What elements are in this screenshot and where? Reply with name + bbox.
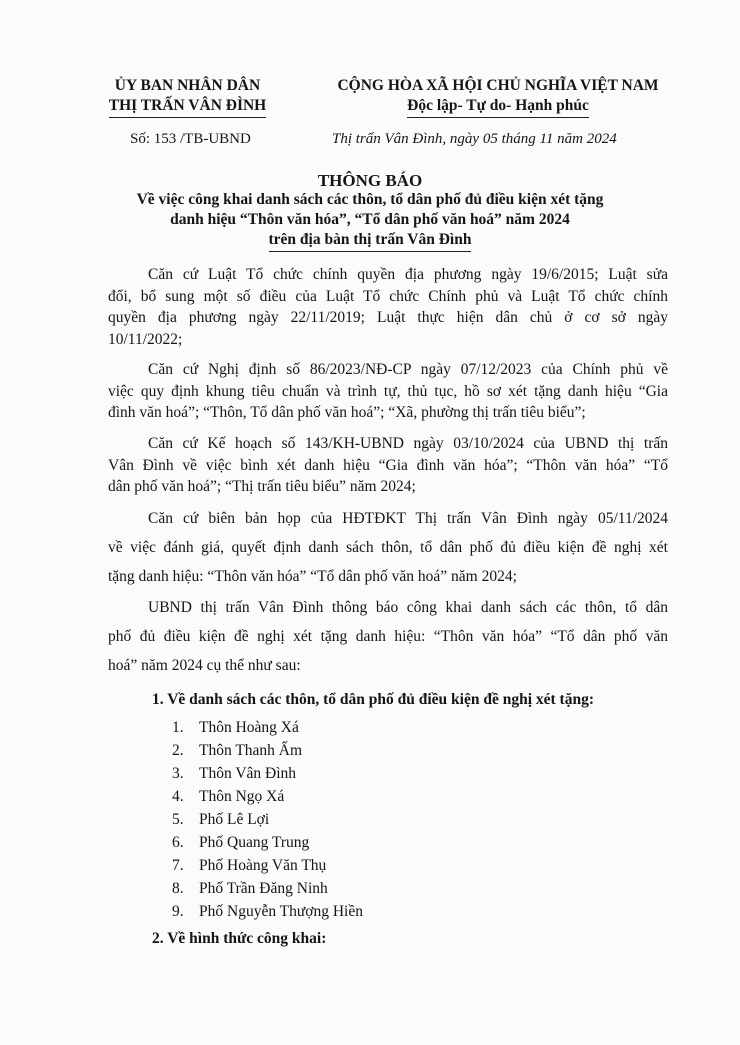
paragraph-line: hoá” năm 2024 cụ thể như sau:: [108, 657, 301, 674]
paragraph-line: 10/11/2022;: [108, 330, 183, 348]
list-item: 4. Thôn Ngọ Xá: [172, 788, 285, 805]
paragraph-legal-basis-3: [108, 433, 668, 498]
list-item: 7. Phố Hoàng Văn Thụ: [172, 857, 327, 874]
motto-line: Độc lập- Tự do- Hạnh phúc: [407, 96, 589, 118]
subtitle-line-3: trên địa bàn thị trấn Vân Đình: [269, 230, 472, 252]
paragraph-line: quyền địa phương ngày 22/11/2019; Luật thực hiện dân chủ ở cơ sở ngày: [108, 309, 668, 326]
list-item: 9. Phố Nguyễn Thượng Hiền: [172, 903, 363, 920]
list-item: 3. Thôn Vân Đình: [172, 765, 297, 782]
nation-name: CỘNG HÒA XÃ HỘI CHỦ NGHĨA VIỆT NAM: [337, 77, 659, 94]
paragraph-legal-basis-2: [108, 359, 668, 424]
paragraph-line: việc quy định khung tiêu chuẩn và trình tự, thủ tục, hồ sơ xét tặng danh hiệu “Gia: [108, 382, 668, 400]
document-title: THÔNG BÁO: [317, 171, 423, 190]
list-item: 5. Phố Lê Lợi: [172, 811, 270, 828]
paragraph-line: đổi, bổ sung một số điều của Luật Tổ chức Chính phủ và Luật Tổ chức chính: [108, 287, 668, 305]
authority-line-2: THỊ TRẤN VÂN ĐÌNH: [109, 96, 266, 118]
list-item: 8. Phố Trần Đăng Ninh: [172, 880, 328, 897]
paragraph-line: Căn cứ biên bản họp của HĐTĐKT Thị trấn Vân Đình ngày 05/11/2024: [148, 510, 668, 527]
list-item: 6. Phố Quang Trung: [172, 834, 310, 851]
paragraph-line: Vân Đình về việc bình xét danh hiệu “Gia đình văn hóa”; “Thôn văn hóa” “Tổ: [108, 456, 668, 474]
issuing-authority: [80, 76, 295, 118]
paragraph-line: về việc đánh giá, quyết định danh sách thôn, tổ dân phố đủ điều kiện đề nghị xét: [108, 539, 668, 556]
document-subtitle: [60, 190, 680, 252]
paragraph-line: UBND thị trấn Vân Đình thông báo công khai danh sách các thôn, tổ dân: [148, 599, 668, 616]
national-motto: [308, 76, 688, 118]
paragraph-line: đình văn hoá”; “Thôn, Tổ dân phố văn hoá”; “Xã, phường thị trấn tiêu biểu”;: [108, 404, 586, 421]
place-date: Thị trấn Vân Đình, ngày 05 tháng 11 năm 2024: [332, 131, 617, 147]
paragraph-line: dân phố văn hoá”; “Thị trấn tiêu biểu” năm 2024;: [108, 478, 416, 495]
section-1-heading: 1. Về danh sách các thôn, tổ dân phố đủ điều kiện đề nghị xét tặng:: [152, 691, 594, 708]
paragraph-line: Căn cứ Luật Tổ chức chính quyền địa phương ngày 19/6/2015; Luật sửa: [148, 266, 668, 283]
section-2-heading: 2. Về hình thức công khai:: [152, 930, 327, 947]
paragraph-legal-basis-1: [108, 264, 668, 350]
subtitle-line-1: Về việc công khai danh sách các thôn, tổ dân phố đủ điều kiện xét tặng: [136, 191, 604, 208]
qualified-villages-list: [172, 716, 363, 923]
document-number: Số: 153 /TB-UBND: [130, 131, 251, 147]
paragraph-line: Căn cứ Kế hoạch số 143/KH-UBND ngày 03/10/2024 của UBND thị trấn: [148, 435, 668, 452]
paragraph-line: phố đủ điều kiện đề nghị xét tặng danh hiệu: “Thôn văn hóa” “Tổ dân phố văn: [108, 628, 668, 645]
subtitle-line-2: danh hiệu “Thôn văn hóa”, “Tổ dân phố văn hoá” năm 2024: [170, 211, 570, 228]
paragraph-line: tặng danh hiệu: “Thôn văn hóa” “Tổ dân phố văn hoá” năm 2024;: [108, 568, 517, 585]
authority-line-1: ỦY BAN NHÂN DÂN: [114, 77, 261, 94]
list-item: 2. Thôn Thanh Ấm: [172, 742, 303, 759]
paragraph-announcement: [108, 593, 668, 680]
list-item: 1. Thôn Hoàng Xá: [172, 719, 299, 736]
paragraph-legal-basis-4: [108, 504, 668, 591]
paragraph-line: Căn cứ Nghị định số 86/2023/NĐ-CP ngày 07/12/2023 của Chính phủ về: [148, 361, 668, 378]
